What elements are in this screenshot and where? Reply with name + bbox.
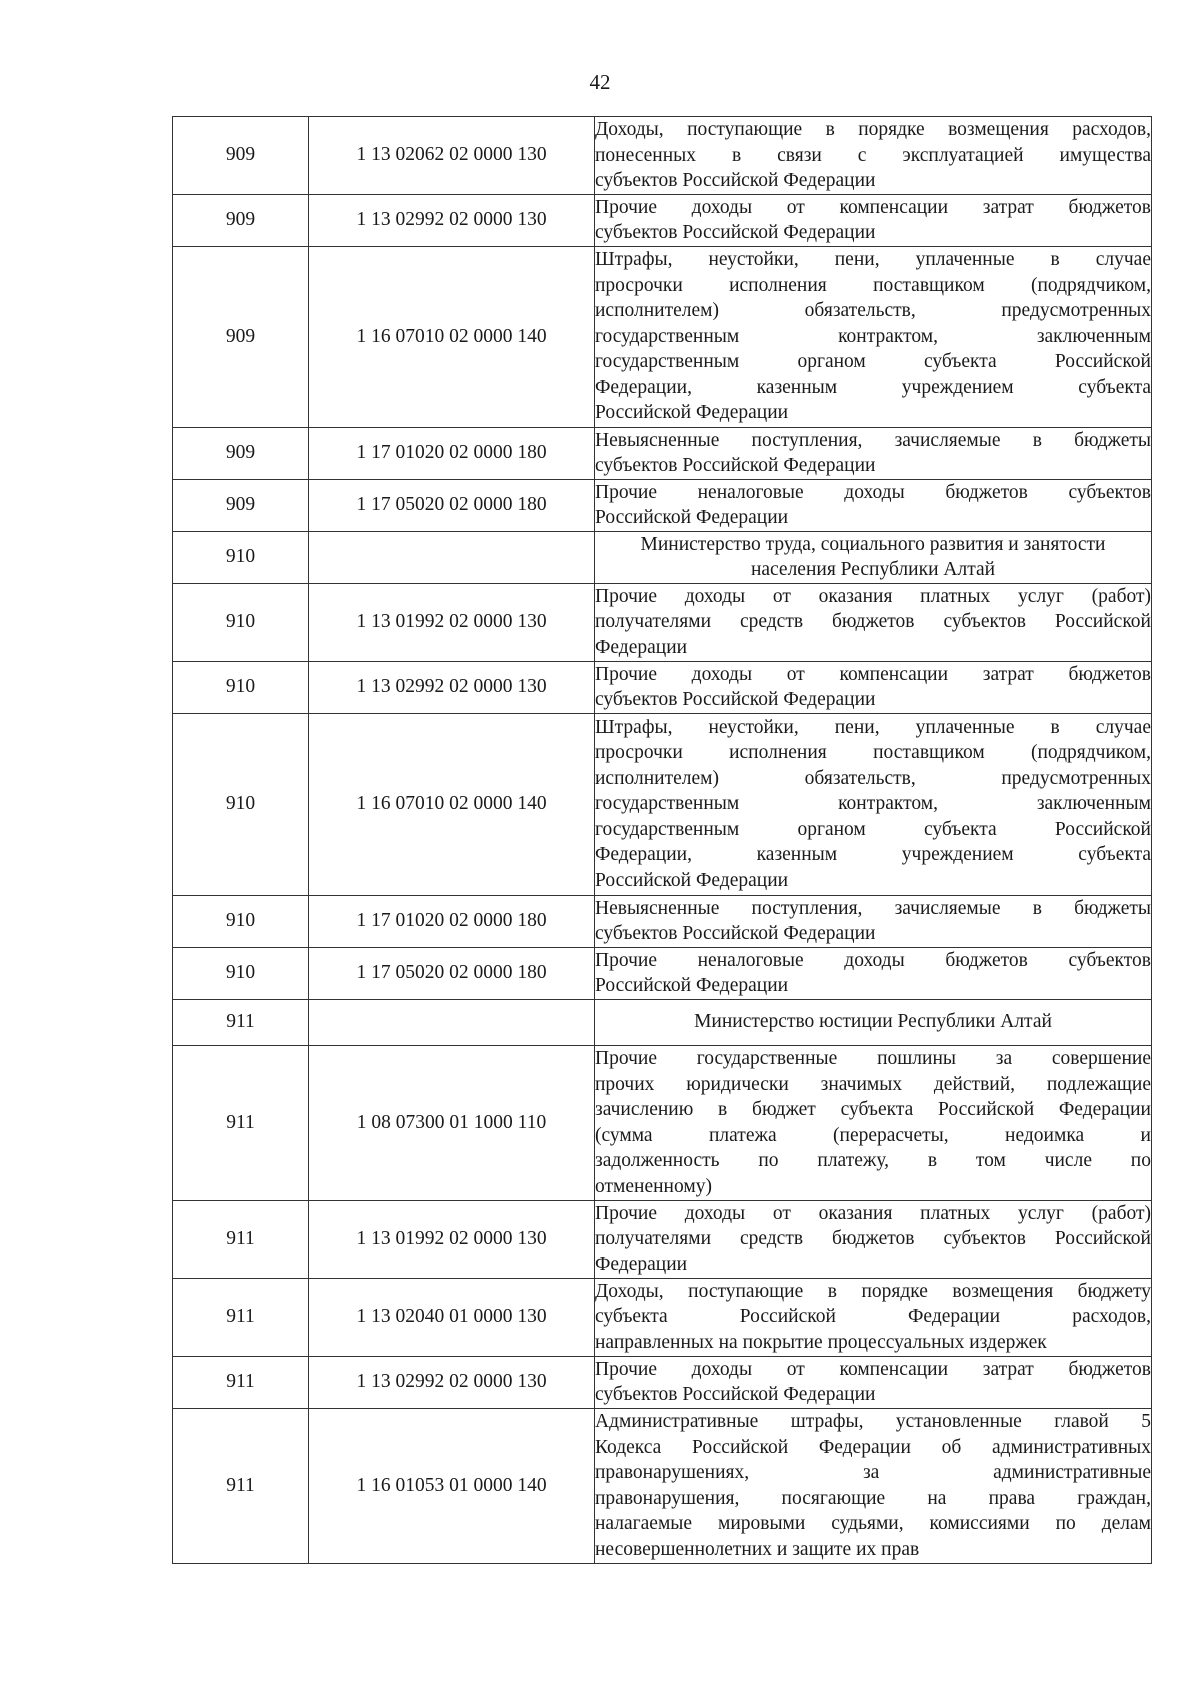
admin-code-cell: 910 (173, 713, 309, 895)
admin-code-cell: 911 (173, 1408, 309, 1563)
table-row (173, 1408, 1152, 1563)
description-line: просрочки исполнения поставщиком (подрядчиком, (595, 742, 1151, 764)
budget-code-cell: 1 17 05020 02 0000 180 (309, 479, 595, 531)
table-row (173, 479, 1152, 531)
table-row (173, 713, 1152, 895)
description-line: (сумма платежа (перерасчеты, недоимка и (595, 1124, 1151, 1146)
description-cell (595, 427, 1152, 479)
description-line: государственным органом субъекта Российской (595, 351, 1151, 373)
table-row (173, 1200, 1152, 1278)
description-line: прочих юридически значимых действий, подлежащие (595, 1073, 1151, 1095)
budget-code-cell: 1 13 02992 02 0000 130 (309, 661, 595, 713)
admin-code-cell: 910 (173, 583, 309, 661)
description-line: субъектов Российской Федерации (595, 689, 876, 710)
budget-code-cell: 1 16 01053 01 0000 140 (309, 1408, 595, 1563)
budget-code-cell: 1 17 05020 02 0000 180 (309, 947, 595, 999)
description-line: Министерство труда, социального развития и занятости (640, 533, 1106, 555)
budget-code-cell: 1 17 01020 02 0000 180 (309, 895, 595, 947)
description-line: Кодекса Российской Федерации об административных (595, 1436, 1151, 1458)
description-line: Российской Федерации (595, 507, 789, 528)
admin-code-cell: 910 (173, 661, 309, 713)
description-cell (595, 1408, 1152, 1563)
description-line: Прочие доходы от оказания платных услуг (работ) (595, 585, 1151, 607)
description-line: Доходы, поступающие в порядке возмещения бюджету (595, 1280, 1151, 1302)
description-line: Прочие доходы от компенсации затрат бюджетов (595, 1358, 1151, 1380)
budget-code-cell: 1 13 01992 02 0000 130 (309, 583, 595, 661)
description-line: правонарушениях, за административные (595, 1462, 1151, 1483)
table-row (173, 531, 1152, 583)
description-line: просрочки исполнения поставщиком (подрядчиком, (595, 274, 1151, 296)
budget-code-cell: 1 13 02040 01 0000 130 (309, 1278, 595, 1356)
description-cell (595, 194, 1152, 246)
admin-code-cell: 910 (173, 947, 309, 999)
description-line: Министерство юстиции Республики Алтай (694, 1011, 1052, 1033)
admin-code-cell: 909 (173, 194, 309, 246)
description-line: Российской Федерации (595, 402, 789, 424)
budget-code-cell: 1 17 01020 02 0000 180 (309, 427, 595, 479)
description-line: Доходы, поступающие в порядке возмещения расходов, (595, 119, 1151, 140)
description-line: задолженность по платежу, в том числе по (595, 1150, 1151, 1171)
description-line: понесенных в связи с эксплуатацией имущества (595, 144, 1151, 166)
description-line: Прочие неналоговые доходы бюджетов субъектов (595, 481, 1151, 503)
table-row (173, 947, 1152, 999)
admin-code-cell: 911 (173, 1278, 309, 1356)
description-line: Федерации, казенным учреждением субъекта (595, 844, 1151, 866)
admin-code-cell: 911 (173, 1045, 309, 1200)
description-line: субъекта Российской Федерации расходов, (595, 1306, 1151, 1328)
admin-code-cell: 909 (173, 479, 309, 531)
description-cell (595, 999, 1152, 1045)
description-line: государственным органом субъекта Российской (595, 818, 1151, 840)
table-body (173, 117, 1152, 1564)
description-line: государственным контрактом, заключенным (595, 325, 1151, 347)
description-line: налагаемые мировыми судьями, комиссиями по делам (595, 1513, 1151, 1534)
description-line: Прочие доходы от компенсации затрат бюджетов (595, 663, 1151, 685)
description-line: Административные штрафы, установленные главой 5 (595, 1411, 1151, 1432)
description-cell (595, 947, 1152, 999)
description-line: Прочие доходы от компенсации затрат бюджетов (595, 196, 1151, 218)
description-line: направленных на покрытие процессуальных издержек (595, 1331, 1047, 1353)
description-line: исполнителем) обязательств, предусмотренных (595, 767, 1151, 789)
table-row (173, 1356, 1152, 1408)
table-row (173, 117, 1152, 195)
description-line: правонарушения, посягающие на права граждан, (595, 1487, 1151, 1509)
description-cell (595, 246, 1152, 427)
description-cell (595, 713, 1152, 895)
description-cell (595, 895, 1152, 947)
budget-code-cell: 1 08 07300 01 1000 110 (309, 1045, 595, 1200)
description-cell (595, 1200, 1152, 1278)
table-row (173, 895, 1152, 947)
budget-code-cell (309, 531, 595, 583)
description-cell (595, 1045, 1152, 1200)
description-cell (595, 531, 1152, 583)
description-line: зачислению в бюджет субъекта Российской Федерации (595, 1099, 1151, 1120)
budget-code-cell: 1 13 02062 02 0000 130 (309, 117, 595, 195)
page-number: 42 (589, 70, 611, 94)
description-line: субъектов Российской Федерации (595, 1384, 876, 1405)
description-line: Штрафы, неустойки, пени, уплаченные в случае (595, 249, 1151, 271)
admin-code-cell: 909 (173, 117, 309, 195)
budget-code-cell (309, 999, 595, 1045)
description-line: субъектов Российской Федерации (595, 222, 876, 243)
budget-code-cell: 1 16 07010 02 0000 140 (309, 246, 595, 427)
description-line: государственным контрактом, заключенным (595, 793, 1151, 815)
description-cell (595, 661, 1152, 713)
table-row (173, 999, 1152, 1045)
description-line: исполнителем) обязательств, предусмотренных (595, 300, 1151, 322)
revenue-codes-table (172, 116, 1152, 1564)
description-line: Прочие неналоговые доходы бюджетов субъектов (595, 949, 1151, 971)
description-line: субъектов Российской Федерации (595, 455, 876, 476)
admin-code-cell: 909 (173, 427, 309, 479)
admin-code-cell: 911 (173, 1356, 309, 1408)
description-line: Федерации (595, 636, 688, 658)
description-cell (595, 479, 1152, 531)
admin-code-cell: 911 (173, 1200, 309, 1278)
table-row (173, 246, 1152, 427)
description-line: Федерации, казенным учреждением субъекта (595, 376, 1151, 398)
description-line: субъектов Российской Федерации (595, 170, 876, 191)
description-line: населения Республики Алтай (750, 559, 996, 580)
description-line: Прочие доходы от оказания платных услуг (работ) (595, 1202, 1151, 1224)
table-row (173, 427, 1152, 479)
table-row (173, 661, 1152, 713)
description-line: Российской Федерации (595, 869, 789, 891)
table-row (173, 1045, 1152, 1200)
admin-code-cell: 909 (173, 246, 309, 427)
description-line: субъектов Российской Федерации (595, 923, 876, 944)
admin-code-cell: 911 (173, 999, 309, 1045)
description-line: Российской Федерации (595, 975, 789, 996)
description-line: получателями средств бюджетов субъектов Российской (595, 1228, 1151, 1250)
table-row (173, 194, 1152, 246)
description-line: несовершеннолетних и защите их прав (595, 1538, 920, 1560)
budget-code-cell: 1 13 02992 02 0000 130 (309, 1356, 595, 1408)
description-cell (595, 1356, 1152, 1408)
description-line: отмененному) (595, 1175, 712, 1197)
description-line: Прочие государственные пошлины за совершение (595, 1048, 1151, 1069)
description-line: Федерации (595, 1253, 688, 1275)
description-line: Невыясненные поступления, зачисляемые в бюджеты (595, 429, 1151, 451)
admin-code-cell: 910 (173, 895, 309, 947)
table-row (173, 583, 1152, 661)
budget-code-cell: 1 13 01992 02 0000 130 (309, 1200, 595, 1278)
description-line: Штрафы, неустойки, пени, уплаченные в случае (595, 716, 1151, 738)
description-cell (595, 1278, 1152, 1356)
budget-code-cell: 1 16 07010 02 0000 140 (309, 713, 595, 895)
description-line: Невыясненные поступления, зачисляемые в бюджеты (595, 897, 1151, 919)
description-cell (595, 583, 1152, 661)
admin-code-cell: 910 (173, 531, 309, 583)
table-row (173, 1278, 1152, 1356)
description-cell (595, 117, 1152, 195)
description-line: получателями средств бюджетов субъектов Российской (595, 611, 1151, 633)
budget-code-cell: 1 13 02992 02 0000 130 (309, 194, 595, 246)
